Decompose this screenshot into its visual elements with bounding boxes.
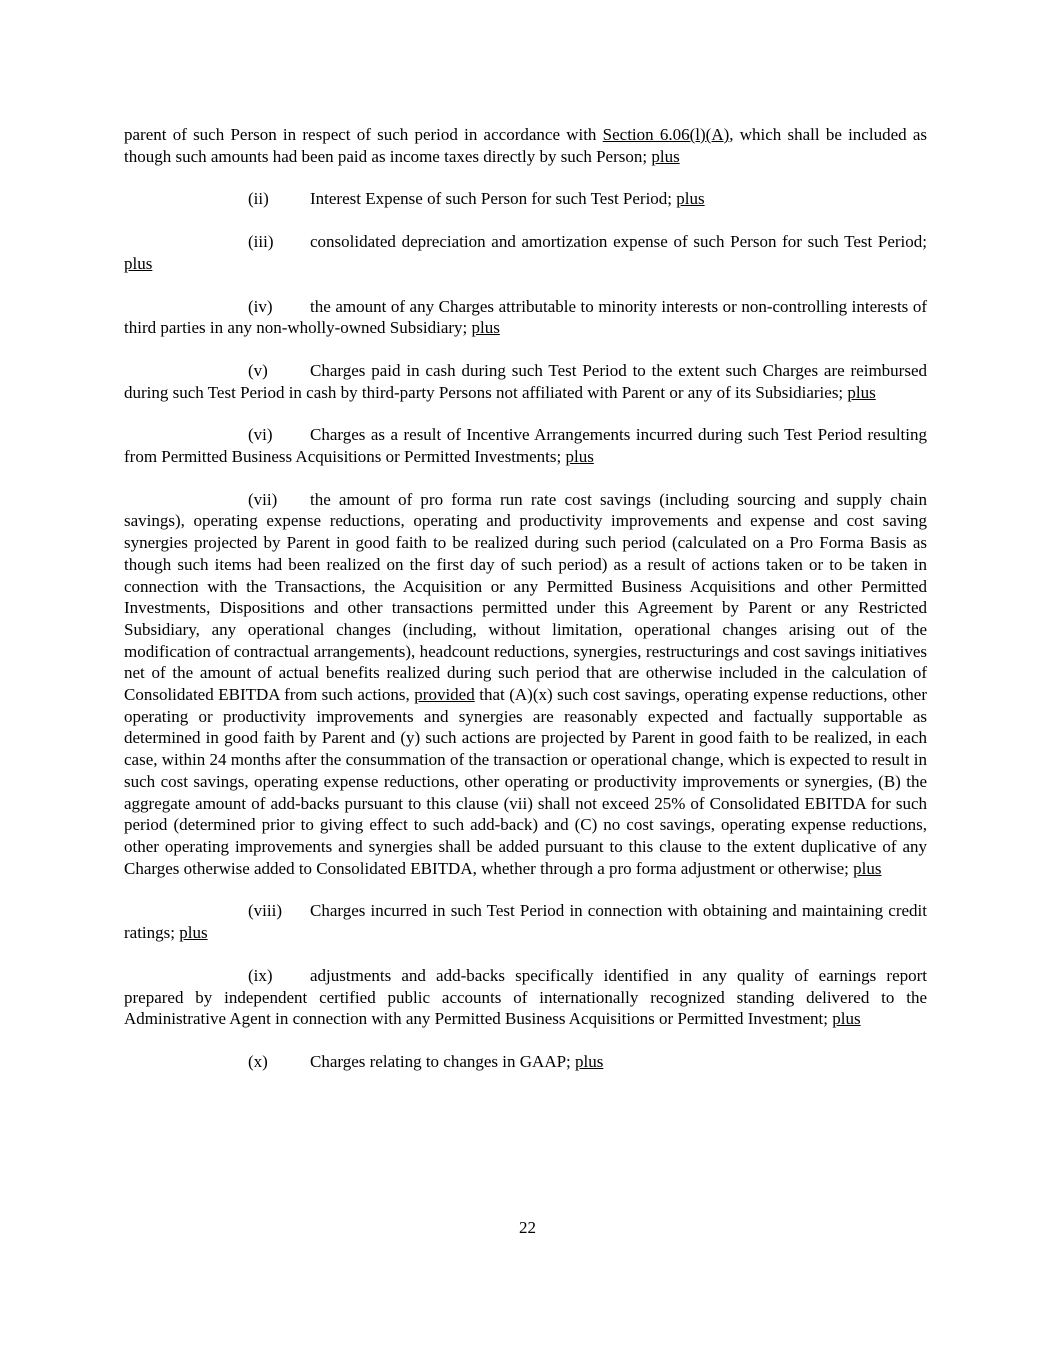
connector-plus: plus	[471, 318, 500, 338]
connector-plus: plus	[651, 146, 680, 166]
clause-ix	[124, 965, 927, 1030]
paragraph-text: , which shall be included as though such amounts had been paid as income taxes directly by such Person;	[124, 125, 927, 166]
proviso-provided: provided	[414, 685, 475, 705]
clause-text: Charges as a result of Incentive Arrangements incurred during such Test Period resulting from Permitted Business Acquisitions or Permitted Investments;	[124, 425, 927, 467]
clause-text: that (A)(x) such cost savings, operating expense reductions, other operating or productivity improvements and synergies are reasonably expected and factually supportable as determined in good faith by Parent and (y) such actions are projected by Parent in good faith to be realized, in each case, within 24 months after the consummation of the transaction or operational change, which is expected to result in such cost savings, operating expense reductions, other operating or productivity improvements or synergies, (B) the aggregate amount of add-backs pursuant to this clause (vii) shall not exceed 25% of Consolidated EBITDA for such period (determined prior to giving effect to such add-back) and (C) no cost savings, operating expense reductions, other operating improvements and synergies shall be added pursuant to this clause to the extent duplicative of any Charges otherwise added to Consolidated EBITDA, whether through a pro forma adjustment or otherwise;	[124, 685, 927, 878]
clause-number: (vi)	[248, 425, 273, 445]
clause-number: (x)	[248, 1051, 268, 1071]
clause-number: (iii)	[248, 232, 274, 252]
connector-plus: plus	[575, 1051, 604, 1071]
document-body	[124, 124, 927, 1094]
clause-text: Charges incurred in such Test Period in connection with obtaining and maintaining credit ratings;	[124, 901, 927, 943]
clause-vi	[124, 424, 927, 467]
connector-plus: plus	[847, 382, 876, 402]
connector-plus: plus	[124, 253, 153, 273]
paragraph-text: parent of such Person in respect of such period in accordance with	[124, 125, 603, 144]
clause-text: the amount of pro forma run rate cost savings (including sourcing and supply chain savings), operating expense reductions, operating and productivity improvements and expense and cost saving synergies projected by Parent in good faith to be realized during such period (calculated on a Pro Forma Basis as though such items had been realized on the first day of such period) as a result of actions taken or to be taken in connection with the Transactions, the Acquisition or any Permitted Business Acquisitions and other Permitted Investments, Dispositions and other transactions permitted under this Agreement by Parent or any Restricted Subsidiary, any operational changes (including, without limitation, operational changes arising out of the modification of contractual arrangements), headcount reductions, synergies, restructurings and cost savings initiatives net of the amount of actual benefits realized during such period that are otherwise included in the calculation of Consolidated EBITDA from such actions,	[124, 489, 927, 705]
clause-text: Interest Expense of such Person for such Test Period;	[310, 189, 677, 209]
paragraph-intro	[124, 124, 927, 167]
clause-number: (ix)	[248, 965, 273, 985]
clause-number: (iv)	[248, 296, 273, 316]
section-reference: Section 6.06(l)(A)	[602, 125, 730, 144]
page-number: 22	[519, 1218, 536, 1237]
clause-text: consolidated depreciation and amortization expense of such Person for such Test Period;	[310, 232, 927, 252]
connector-plus: plus	[179, 923, 208, 943]
clause-text: Charges paid in cash during such Test Period to the extent such Charges are reimbursed during such Test Period in cash by third-party Persons not affiliated with Parent or any of its Subsidiaries;	[124, 360, 927, 402]
clause-v	[124, 360, 927, 403]
clause-number: (v)	[248, 360, 268, 380]
clause-x	[124, 1051, 927, 1073]
clause-number: (viii)	[248, 901, 282, 921]
clause-number: (ii)	[248, 189, 269, 209]
connector-plus: plus	[565, 447, 594, 467]
clause-vii	[124, 489, 927, 880]
clause-text: Charges relating to changes in GAAP;	[310, 1051, 576, 1071]
connector-plus: plus	[832, 1009, 861, 1029]
connector-plus: plus	[676, 189, 705, 209]
clause-iv	[124, 296, 927, 339]
connector-plus: plus	[853, 858, 882, 878]
clause-iii	[124, 231, 927, 274]
clause-ii	[124, 188, 927, 210]
clause-number: (vii)	[248, 489, 278, 509]
clause-text: the amount of any Charges attributable to minority interests or non-controlling interests of third parties in any non-wholly-owned Subsidiary;	[124, 296, 927, 338]
clause-viii	[124, 900, 927, 943]
clause-text: adjustments and add-backs specifically identified in any quality of earnings report prepared by independent certified public accounts of internationally recognized standing delivered to the Administrative Agent in connection with any Permitted Business Acquisitions or Permitted Investment;	[124, 965, 927, 1029]
